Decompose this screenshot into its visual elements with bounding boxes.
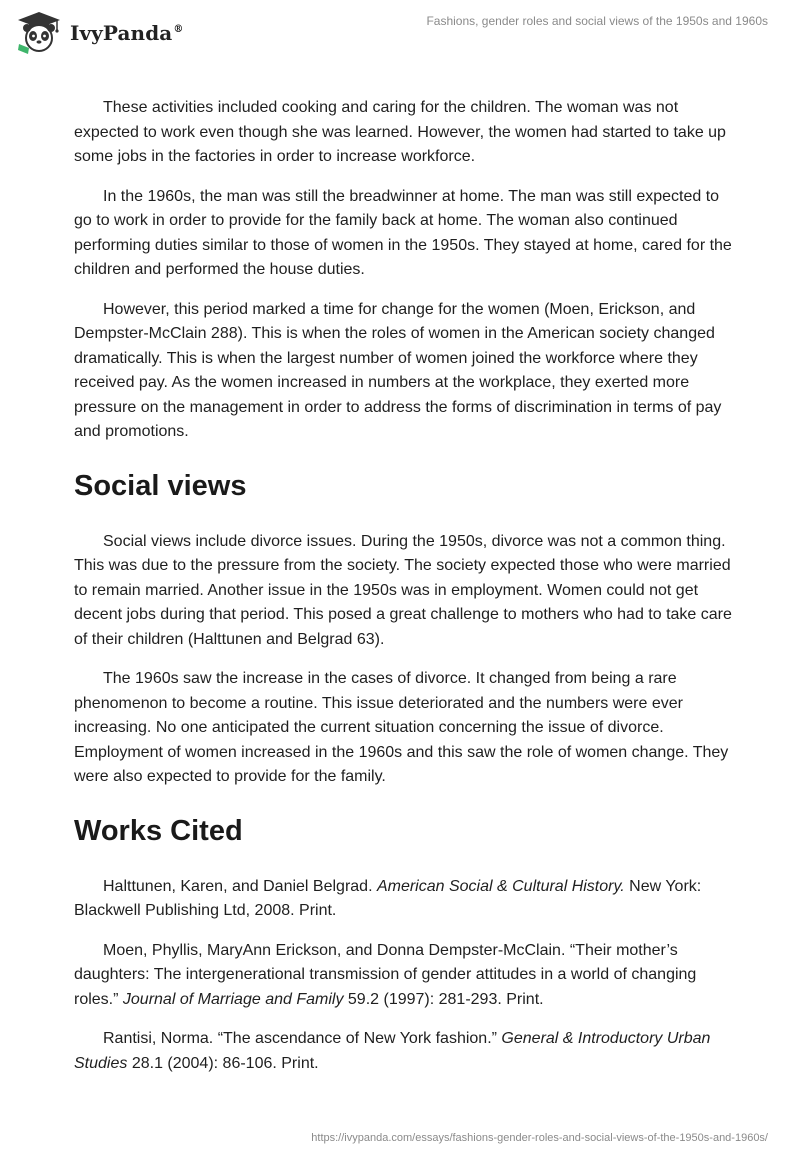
brand-name: IvyPanda®: [70, 21, 184, 45]
paragraph: Social views include divorce issues. During the 1950s, divorce was not a common thing. This was due to the pressure from the society. The society expected those who were married to remain married. Another issue in the 1950s was in employment. Women could not get decent jobs during that period. This posed a great challenge to mothers who had to take care of their children (Halttunen and Belgrad 63).: [74, 532, 732, 648]
paragraph: In the 1960s, the man was still the breadwinner at home. The man was still expected to go to work in order to provide for the family back at home. The woman also continued performing duties similar to those of women in the 1950s. They stayed at home, cared for the children and performed the house duties.: [74, 187, 732, 278]
document-title: Fashions, gender roles and social views of the 1950s and 1960s: [426, 14, 768, 28]
page-header: [0, 0, 800, 64]
source-url[interactable]: https://ivypanda.com/essays/fashions-gender-roles-and-social-views-of-the-1950s-and-1960s/: [311, 1132, 768, 1144]
essay-content: [74, 96, 734, 1091]
paragraph: However, this period marked a time for change for the women (Moen, Erickson, and Dempster-McClain 288). This is when the roles of women in the American society changed dramatically. This is when the largest number of women joined the workforce where they received pay. As the women increased in numbers at the workplace, they exerted more pressure on the management in order to address the forms of discrimination in terms of pay and promotions.: [74, 300, 722, 440]
paragraph: The 1960s saw the increase in the cases of divorce. It changed from being a rare phenomenon to become a routine. This issue deteriorated and the numbers were ever increasing. No one anticipated the current situation concerning the issue of divorce. Employment of women increased in the 1960s and this saw the role of women change. They were also expected to provide for the family.: [74, 670, 729, 785]
brand-logo[interactable]: [16, 10, 183, 54]
section-heading-social-views: Social views: [74, 469, 247, 502]
section-heading-works-cited: Works Cited: [74, 814, 243, 847]
citation: Halttunen, Karen, and Daniel Belgrad. American Social & Cultural History. New York: Blackwell Publishing Ltd, 2008. Print.: [74, 877, 702, 919]
citation: Rantisi, Norma. “The ascendance of New York fashion.” General & Introductory Urban Studies 28.1 (2004): 86-106. Print.: [74, 1030, 711, 1072]
citation: Moen, Phyllis, MaryAnn Erickson, and Donna Dempster-McClain. “Their mother’s daughters: The intergenerational transmission of gender attitudes in a world of changing roles.” Journal of Marriage and Family 59.2 (1997): 281-293. Print.: [74, 941, 697, 1008]
panda-graduate-icon: [16, 10, 62, 54]
paragraph: These activities included cooking and caring for the children. The woman was not expected to work even though she was learned. However, the women had started to take up some jobs in the factories in order to increase workforce.: [74, 99, 726, 165]
